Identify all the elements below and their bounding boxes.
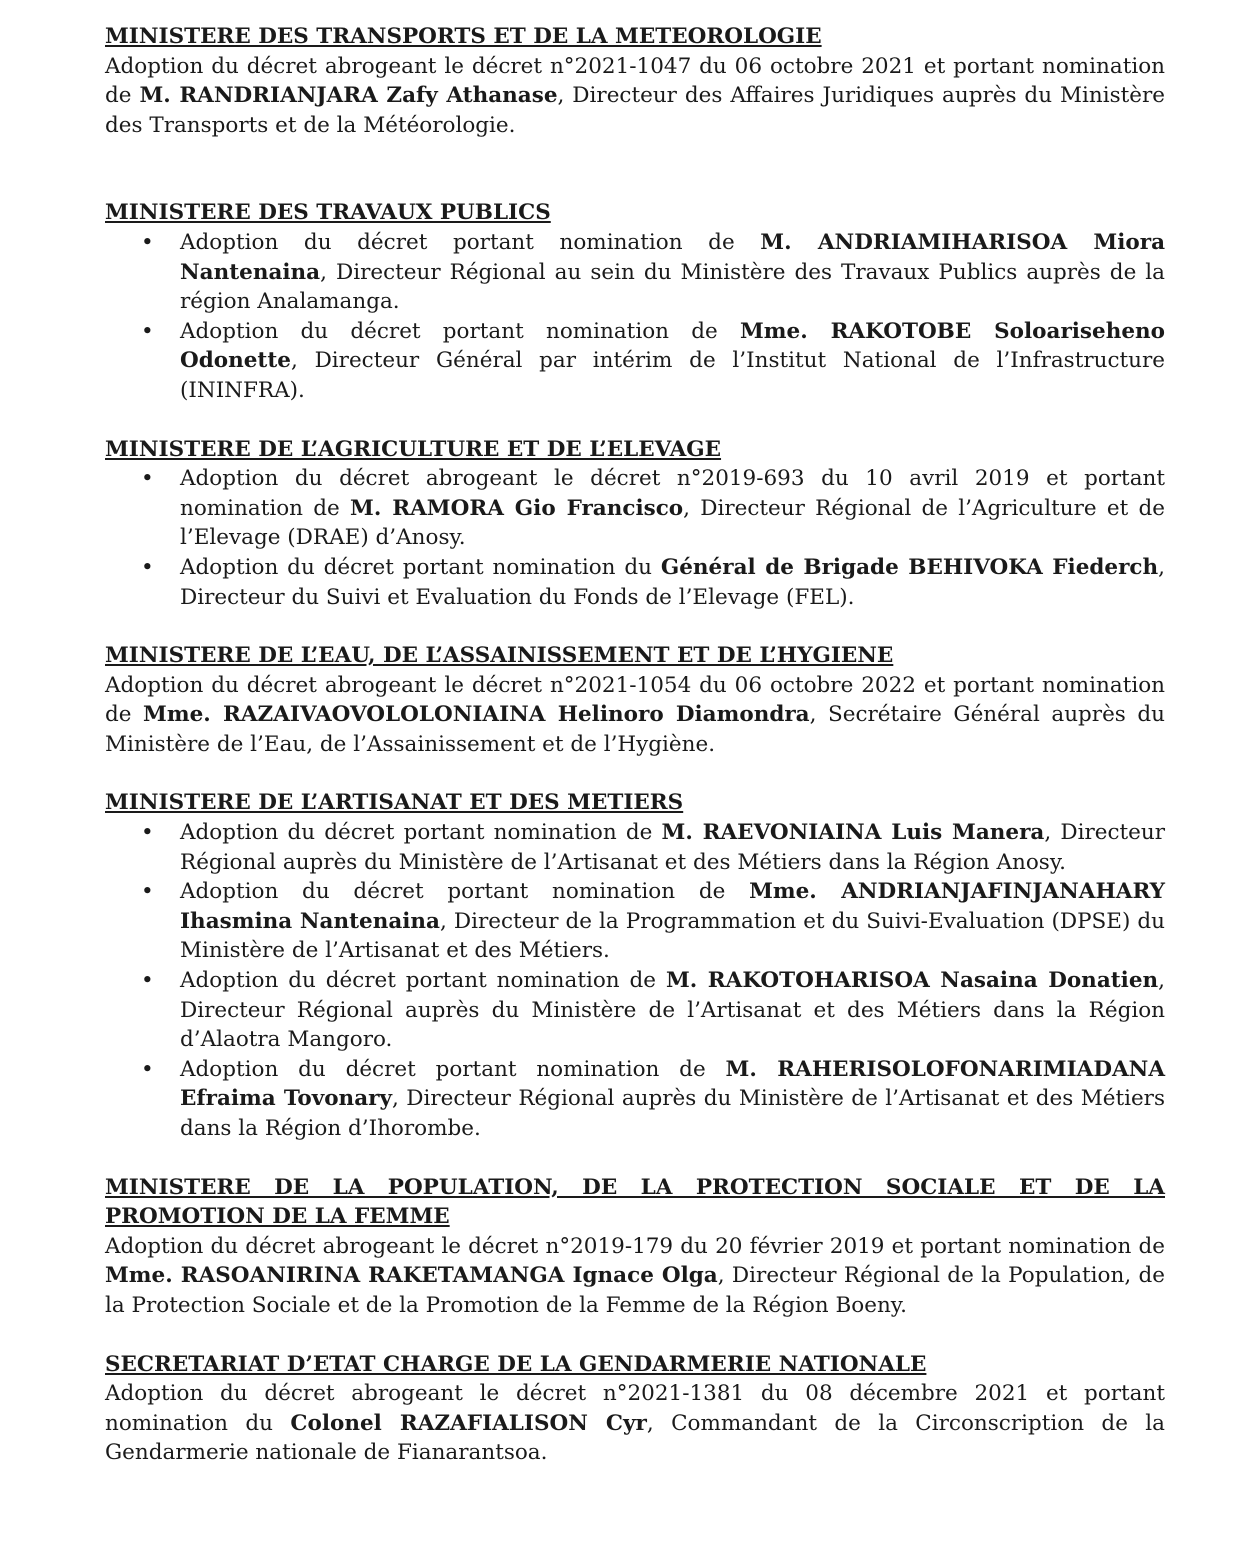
text-run: Adoption du décret abrogeant le décret n°2019-179 du 20 février 2019 et portant nomination de [105,1233,1165,1259]
text-run: , Directeur Régional de la Population, de la Protection Sociale et de la Promotion de la Femme de la Région Boeny. [105,1263,1165,1318]
bullet-icon: • [141,318,154,344]
decree-document [105,22,1165,1468]
person-name: Mme. ANDRIANJAFINJANAHARY Ihasmina Nantenaina [180,879,1166,934]
decree-list-item [105,228,1165,317]
bullet-icon: • [141,968,154,994]
ministry-section [105,198,1165,405]
decree-list-item [105,818,1165,877]
person-name: Mme. RASOANIRINA RAKETAMANGA Ignace Olga [105,1263,718,1289]
text-run: , Secrétaire Général auprès du Ministère de l’Eau, de l’Assainissement et de l’Hygiène. [105,702,1165,757]
text-run: Adoption du décret portant nomination de [180,820,662,846]
text-run: , Directeur Général par intérim de l’Institut National de l’Infrastructure (ININFRA). [180,348,1165,403]
ministry-section [105,1350,1165,1468]
ministry-section [105,641,1165,759]
person-name: M. RAHERISOLOFONARIMIADANA Efraima Tovonary [180,1056,1166,1112]
text-run: , Directeur Régional auprès du Ministère de l’Artisanat et des Métiers dans la Région Anosy. [180,820,1165,875]
decree-list-item [105,553,1165,612]
section-heading: MINISTERE DE LA POPULATION, DE LA PROTECTION SOCIALE ET DE LA PROMOTION DE LA FEMME [105,1174,1165,1230]
decree-list-item [105,464,1165,553]
section-heading: MINISTERE DES TRANSPORTS ET DE LA METEOROLOGIE [105,24,822,49]
person-name: Colonel RAZAFIALISON Cyr [290,1410,647,1436]
person-name: M. RAKOTOHARISOA Nasaina Donatien [665,968,1159,994]
ministry-section [105,22,1165,140]
text-run: Adoption du décret abrogeant le décret n°2021-1381 du 08 décembre 2021 et portant nomination du [105,1381,1165,1436]
text-run: , Directeur Régional au sein du Ministère des Travaux Publics auprès de la région Analamanga. [180,259,1165,315]
section-heading: MINISTERE DE L’EAU, DE L’ASSAINISSEMENT ET DE L’HYGIENE [105,643,894,669]
decree-list [105,464,1165,612]
person-name: Général de Brigade BEHIVOKA Fiederch [660,554,1159,580]
decree-paragraph [105,52,1165,141]
text-run: Adoption du décret portant nomination de [180,1056,726,1082]
person-name: M. RAEVONIAINA Luis Manera [661,820,1045,846]
section-heading: SECRETARIAT D’ETAT CHARGE DE LA GENDARMERIE NATIONALE [105,1351,927,1377]
section-heading: MINISTERE DE L’AGRICULTURE ET DE L’ELEVAGE [105,436,722,462]
decree-list-item [105,877,1165,966]
section-heading: MINISTERE DES TRAVAUX PUBLICS [105,200,551,226]
text-run: Adoption du décret portant nomination de [180,879,750,905]
text-run: , Directeur des Affaires Juridiques auprès du Ministère des Transports et de la Météorologie. [105,83,1165,138]
ministry-section [105,788,1165,1143]
person-name: Mme. RAKOTOBE Soloariseheno Odonette [180,318,1165,374]
ministry-section [105,435,1165,613]
decree-list [105,818,1165,1144]
text-run: Adoption du décret portant nomination de [180,318,740,344]
person-name: M. RANDRIANJARA Zafy Athanase [139,83,558,109]
person-name: M. RAMORA Gio Francisco [350,495,684,521]
text-run: Adoption du décret abrogeant le décret n°2021-1047 du 06 octobre 2021 et portant nomination de [105,53,1165,109]
decree-list [105,228,1165,406]
person-name: Mme. RAZAIVAOVOLOLONIAINA Helinoro Diamondra [143,702,810,728]
section-heading: MINISTERE DE L’ARTISANAT ET DES METIERS [105,790,684,816]
decree-paragraph [105,1232,1165,1321]
text-run: Adoption du décret abrogeant le décret n°2019-693 du 10 avril 2019 et portant nomination de [180,466,1165,521]
bullet-icon: • [141,466,154,492]
text-run: Adoption du décret portant nomination du [180,554,661,580]
text-run: Adoption du décret portant nomination de [180,968,666,994]
bullet-icon: • [141,229,154,255]
decree-list-item [105,317,1165,406]
text-run: , Commandant de la Circonscription de la Gendarmerie nationale de Fianarantsoa. [105,1410,1165,1466]
bullet-icon: • [141,1056,154,1082]
text-run: , Directeur de la Programmation et du Suivi-Evaluation (DPSE) du Ministère de l’Artisanat et des Métiers. [180,908,1165,964]
decree-list-item [105,966,1165,1055]
text-run: , Directeur Régional auprès du Ministère de l’Artisanat et des Métiers dans la Région d’Alaotra Mangoro. [180,968,1165,1053]
ministry-section [105,1173,1165,1321]
text-run: , Directeur Régional auprès du Ministère de l’Artisanat et des Métiers dans la Région d’Ihorombe. [180,1086,1165,1141]
decree-paragraph [105,671,1165,760]
text-run: , Directeur du Suivi et Evaluation du Fonds de l’Elevage (FEL). [180,554,1165,610]
bullet-icon: • [141,879,154,905]
bullet-icon: • [141,554,154,580]
text-run: Adoption du décret portant nomination de [180,229,761,255]
bullet-icon: • [141,820,154,846]
text-run: Adoption du décret abrogeant le décret n°2021-1054 du 06 octobre 2022 et portant nomination de [105,672,1165,728]
text-run: , Directeur Régional de l’Agriculture et de l’Elevage (DRAE) d’Anosy. [180,495,1166,551]
person-name: M. ANDRIAMIHARISOA Miora Nantenaina [180,229,1165,285]
decree-paragraph [105,1379,1165,1468]
decree-list-item [105,1055,1165,1144]
